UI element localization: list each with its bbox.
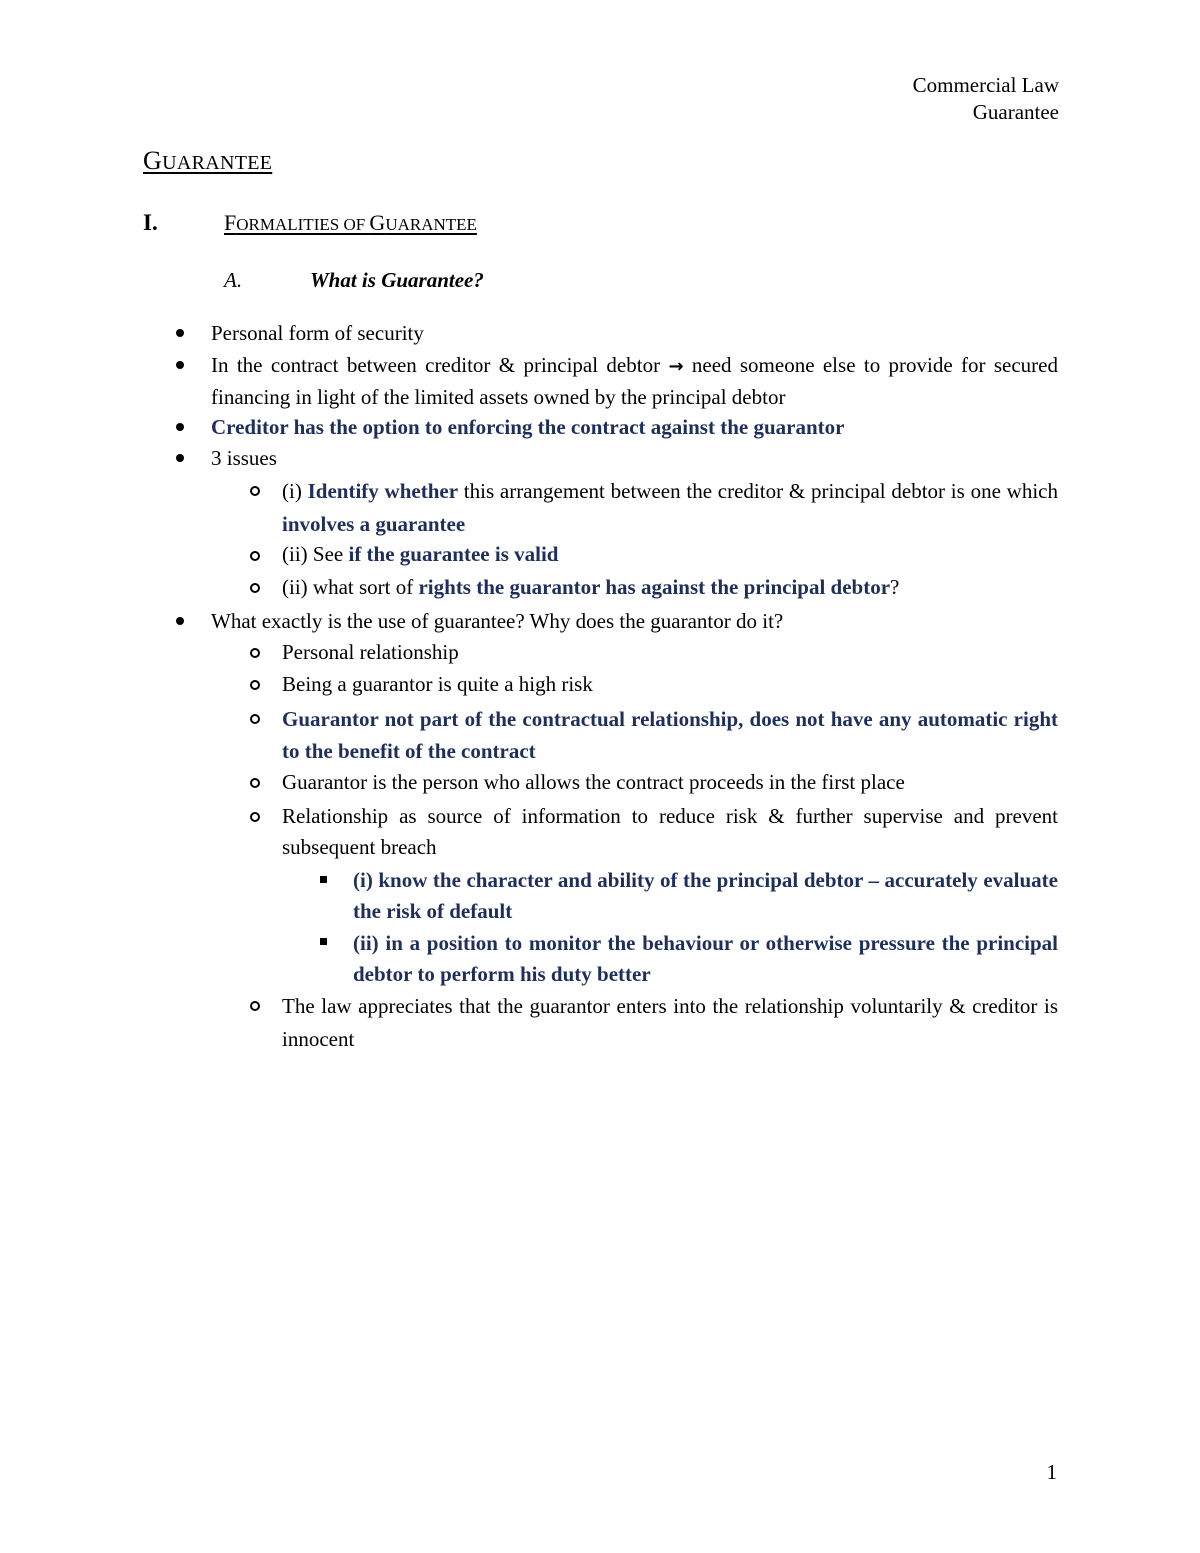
bullet-circle-icon — [250, 812, 260, 822]
list-item: The law appreciates that the guarantor enters into the relationship voluntarily & creditor is innocent — [282, 994, 1058, 1051]
header-topic: Guarantee — [972, 100, 1059, 124]
list-item: (ii) See if the guarantee is valid — [282, 542, 559, 566]
list-item: Guarantor not part of the contractual relationship, does not have any automatic right to the benefit of the contract — [282, 707, 1058, 763]
bullet-circle-icon — [250, 778, 260, 788]
arrow-right-icon: → — [668, 356, 684, 377]
running-header — [913, 72, 1059, 126]
list-item: (i) know the character and ability of the principal debtor – accurately evaluate the risk of default — [353, 868, 1058, 923]
section-title: FORMALITIES OF GUARANTEE — [224, 210, 477, 235]
section-number: I. — [143, 210, 158, 235]
list-item: Personal form of security — [211, 321, 424, 345]
bullet-square-icon — [320, 876, 327, 883]
bullet-circle-icon — [250, 714, 260, 724]
list-item: Being a guarantor is quite a high risk — [282, 672, 593, 696]
list-item: Creditor has the option to enforcing the contract against the guarantor — [211, 415, 845, 439]
subsection-letter: A. — [224, 268, 243, 292]
bullet-circle-icon — [250, 583, 260, 593]
list-item: Guarantor is the person who allows the contract proceeds in the first place — [282, 770, 905, 794]
list-item: (i) Identify whether this arrangement between the creditor & principal debtor is one which involves a guarantee — [282, 479, 1058, 536]
bullet-circle-icon — [250, 648, 260, 658]
bullet-disc-icon — [176, 361, 184, 369]
bullet-disc-icon — [176, 329, 184, 337]
bullet-square-icon — [320, 938, 327, 945]
list-item: (ii) what sort of rights the guarantor has against the principal debtor? — [282, 575, 900, 599]
list-item: (ii) in a position to monitor the behaviour or otherwise pressure the principal debtor to perform his duty better — [353, 931, 1058, 986]
subsection-title: What is Guarantee? — [310, 268, 484, 292]
bullet-disc-icon — [176, 617, 184, 625]
document-title: GUARANTEE — [143, 146, 273, 175]
bullet-circle-icon — [250, 551, 260, 561]
header-course: Commercial Law — [912, 73, 1059, 97]
bullet-disc-icon — [176, 454, 184, 462]
page-number: 1 — [1046, 1460, 1057, 1484]
bullet-circle-icon — [250, 486, 260, 496]
list-item: Relationship as source of information to reduce risk & further supervise and prevent subsequent breach — [282, 804, 1058, 859]
bullet-circle-icon — [250, 1001, 260, 1011]
list-item: Personal relationship — [282, 640, 459, 664]
list-item: 3 issues — [211, 446, 277, 470]
list-item: What exactly is the use of guarantee? Why does the guarantor do it? — [211, 609, 784, 633]
bullet-circle-icon — [250, 680, 260, 690]
bullet-disc-icon — [176, 423, 184, 431]
list-item: In the contract between creditor & principal debtor → need someone else to provide for secured financing in light of the limited assets owned by the principal debtor — [211, 353, 1058, 409]
